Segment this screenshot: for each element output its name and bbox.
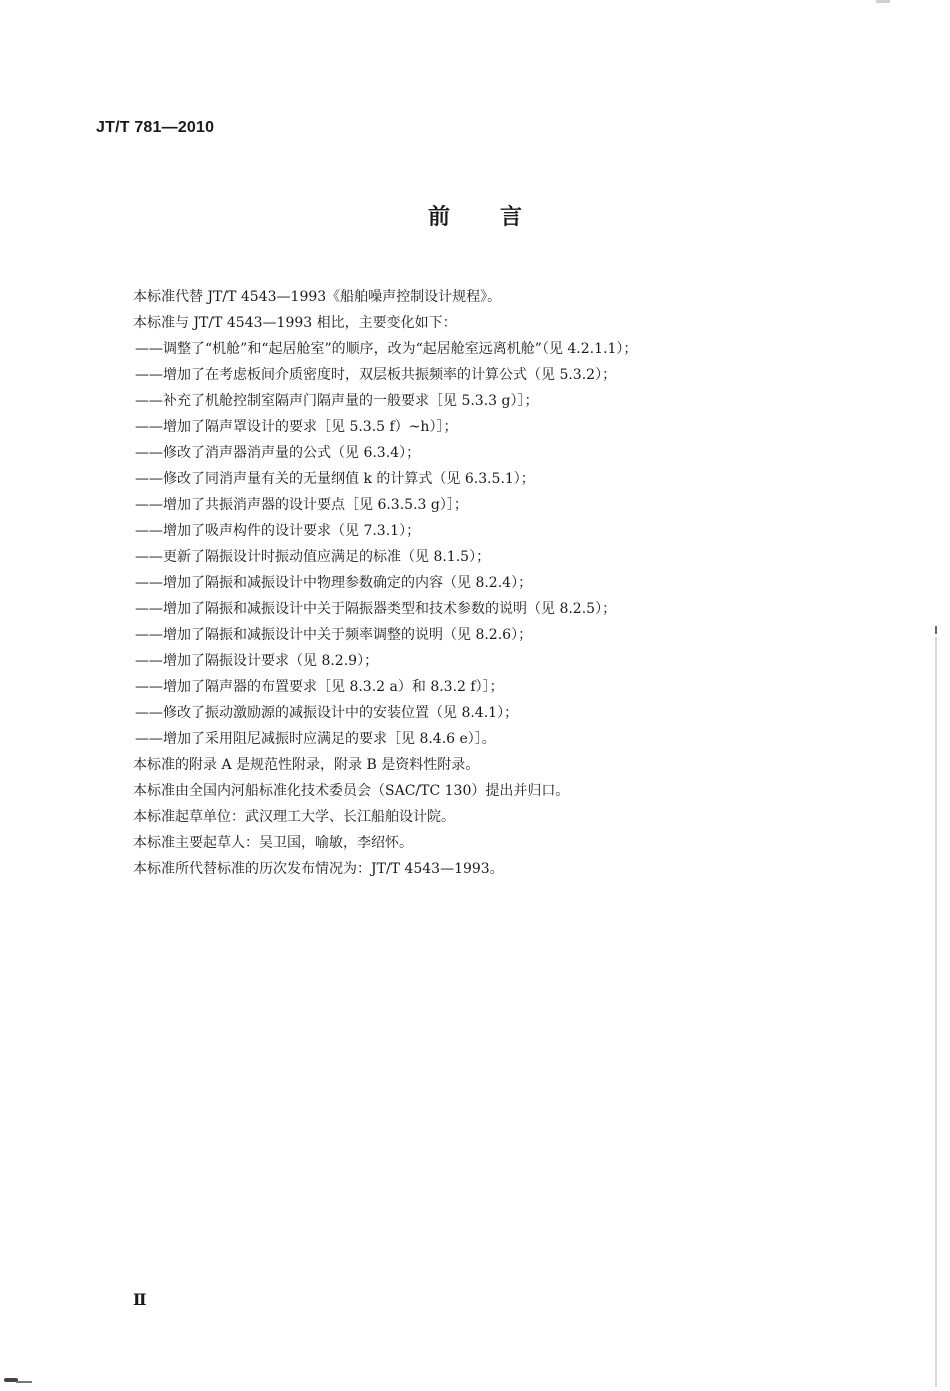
scan-edge-mark — [876, 0, 890, 3]
change-item: ——增加了隔振和减振设计中关于频率调整的说明（见 8.2.6）； — [135, 627, 533, 643]
title-char-2: 言 — [500, 205, 523, 230]
standard-number: JT/T 781—2010 — [96, 119, 215, 136]
page-number: Ⅱ — [133, 1290, 147, 1309]
foreword-body — [133, 284, 833, 882]
change-item: ——增加了在考虑板间介质密度时，双层板共振频率的计算公式（见 5.3.2）； — [135, 367, 617, 383]
annex-paragraph: 本标准的附录 A 是规范性附录，附录 B 是资料性附录。 — [133, 757, 480, 773]
change-item: ——增加了共振消声器的设计要点［见 6.3.5.3 g）］； — [135, 497, 468, 513]
page-title — [0, 200, 950, 231]
change-item: ——修改了消声器消声量的公式（见 6.3.4）； — [135, 445, 421, 461]
change-list — [133, 336, 833, 752]
scan-edge-line — [935, 637, 937, 1387]
scan-edge-mark — [935, 626, 937, 634]
intro-paragraph-2: 本标准与 JT/T 4543—1993 相比，主要变化如下： — [133, 315, 457, 331]
change-item: ——增加了隔声器的布置要求［见 8.3.2 a）和 8.3.2 f）］； — [135, 679, 504, 695]
change-item: ——增加了隔振和减振设计中物理参数确定的内容（见 8.2.4）； — [135, 575, 533, 591]
proposer-paragraph: 本标准由全国内河船标准化技术委员会（SAC/TC 130）提出并归口。 — [133, 783, 570, 799]
drafting-units-paragraph: 本标准起草单位：武汉理工大学、长江船舶设计院。 — [133, 809, 455, 825]
title-char-1: 前 — [427, 205, 450, 230]
drafters-paragraph: 本标准主要起草人：吴卫国，喻敏，李绍怀。 — [133, 835, 413, 851]
change-item: ——增加了吸声构件的设计要求（见 7.3.1）； — [135, 523, 421, 539]
scan-corner-mark — [0, 1376, 34, 1386]
intro-paragraph-1: 本标准代替 JT/T 4543—1993《船舶噪声控制设计规程》。 — [133, 289, 502, 305]
change-item: ——增加了采用阻尼减振时应满足的要求［见 8.4.6 e）］。 — [135, 731, 496, 747]
change-item: ——增加了隔声罩设计的要求［见 5.3.5 f）~h）］； — [135, 419, 458, 435]
change-item: ——调整了“机舱”和“起居舱室”的顺序，改为“起居舱室远离机舱”（见 4.2.1.1）； — [135, 341, 638, 357]
change-item: ——更新了隔振设计时振动值应满足的标准（见 8.1.5）； — [135, 549, 491, 565]
history-paragraph: 本标准所代替标准的历次发布情况为：JT/T 4543—1993。 — [133, 861, 504, 877]
change-item: ——增加了隔振设计要求（见 8.2.9）； — [135, 653, 379, 669]
change-item: ——补充了机舱控制室隔声门隔声量的一般要求［见 5.3.3 g）］； — [135, 393, 539, 409]
change-item: ——修改了同消声量有关的无量纲值 k 的计算式（见 6.3.5.1）； — [135, 471, 535, 487]
change-item: ——修改了振动激励源的减振设计中的安装位置（见 8.4.1）； — [135, 705, 519, 721]
change-item: ——增加了隔振和减振设计中关于隔振器类型和技术参数的说明（见 8.2.5）； — [135, 601, 617, 617]
